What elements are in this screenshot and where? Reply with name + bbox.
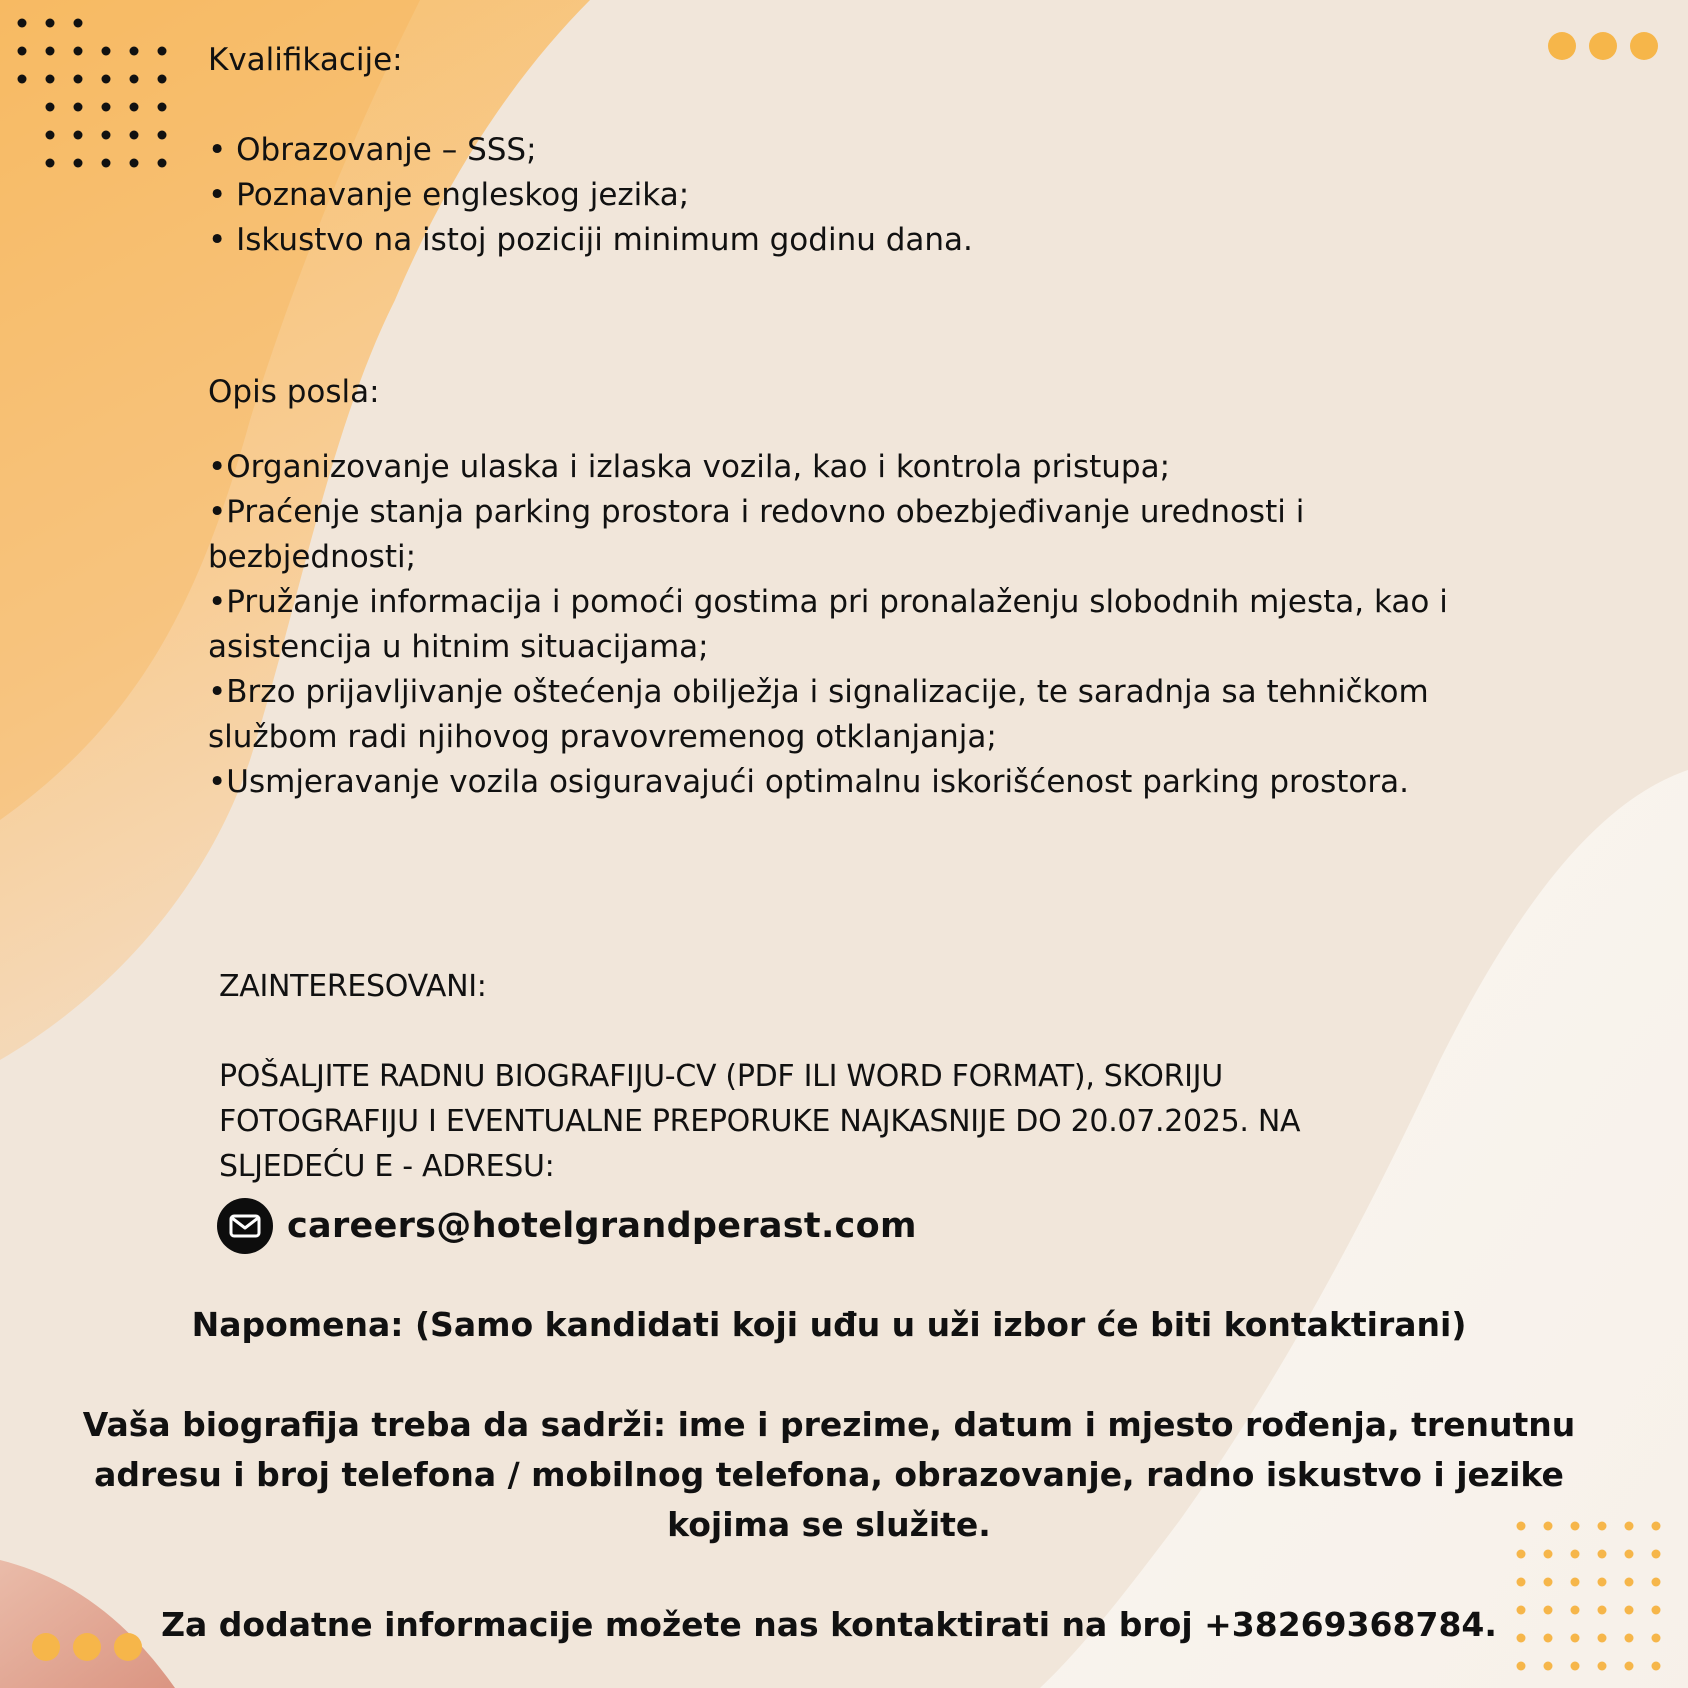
- job-description-heading: Opis posla:: [208, 374, 380, 410]
- list-item: • Obrazovanje – SSS;: [208, 132, 537, 168]
- list-item: •Pružanje informacija i pomoći gostima pri pronalaženju slobodnih mjesta, kao i asistencija u hitnim situacijama;: [208, 584, 1448, 665]
- list-item: • Iskustvo na istoj poziciji minimum godinu dana.: [208, 222, 973, 258]
- list-item: •Organizovanje ulaska i izlaska vozila, kao i kontrola pristupa;: [208, 449, 1171, 485]
- job-description-list: [208, 445, 1498, 805]
- list-item: •Praćenje stanja parking prostora i redovno obezbjeđivanje urednosti i bezbjednosti;: [208, 494, 1305, 575]
- qualifications-heading: Kvalifikacije:: [208, 42, 403, 78]
- envelope-icon: [217, 1198, 273, 1254]
- list-item: • Poznavanje engleskog jezika;: [208, 177, 690, 213]
- list-item: •Usmjeravanje vozila osiguravajući optimalnu iskorišćenost parking prostora.: [208, 764, 1409, 800]
- apply-instructions: POŠALJITE RADNU BIOGRAFIJU-CV (PDF ILI WORD FORMAT), SKORIJU FOTOGRAFIJU I EVENTUALNE PREPORUKE NAJKASNIJE DO 20.07.2025. NA SLJEDEĆU E - ADRESU:: [219, 1059, 1301, 1184]
- qualifications-list: [208, 128, 973, 263]
- cv-requirements: Vaša biografija treba da sadrži: ime i prezime, datum i mjesto rođenja, trenutnu adresu i broj telefona / mobilnog telefona, obrazovanje, radno iskustvo i jezike kojima se služite.: [82, 1405, 1576, 1544]
- email-address[interactable]: careers@hotelgrandperast.com: [287, 1206, 917, 1246]
- contact-phone: Za dodatne informacije možete nas kontaktirati na broj +38269368784.: [161, 1605, 1497, 1644]
- apply-heading: ZAINTERESOVANI:: [219, 969, 487, 1004]
- selection-note: Napomena: (Samo kandidati koji uđu u uži izbor će biti kontaktirani): [191, 1305, 1467, 1344]
- email-contact: [217, 1198, 917, 1254]
- list-item: •Brzo prijavljivanje oštećenja obilježja i signalizacije, te saradnja sa tehničkom službom radi njihovog pravovremenog otklanjanja;: [208, 674, 1429, 755]
